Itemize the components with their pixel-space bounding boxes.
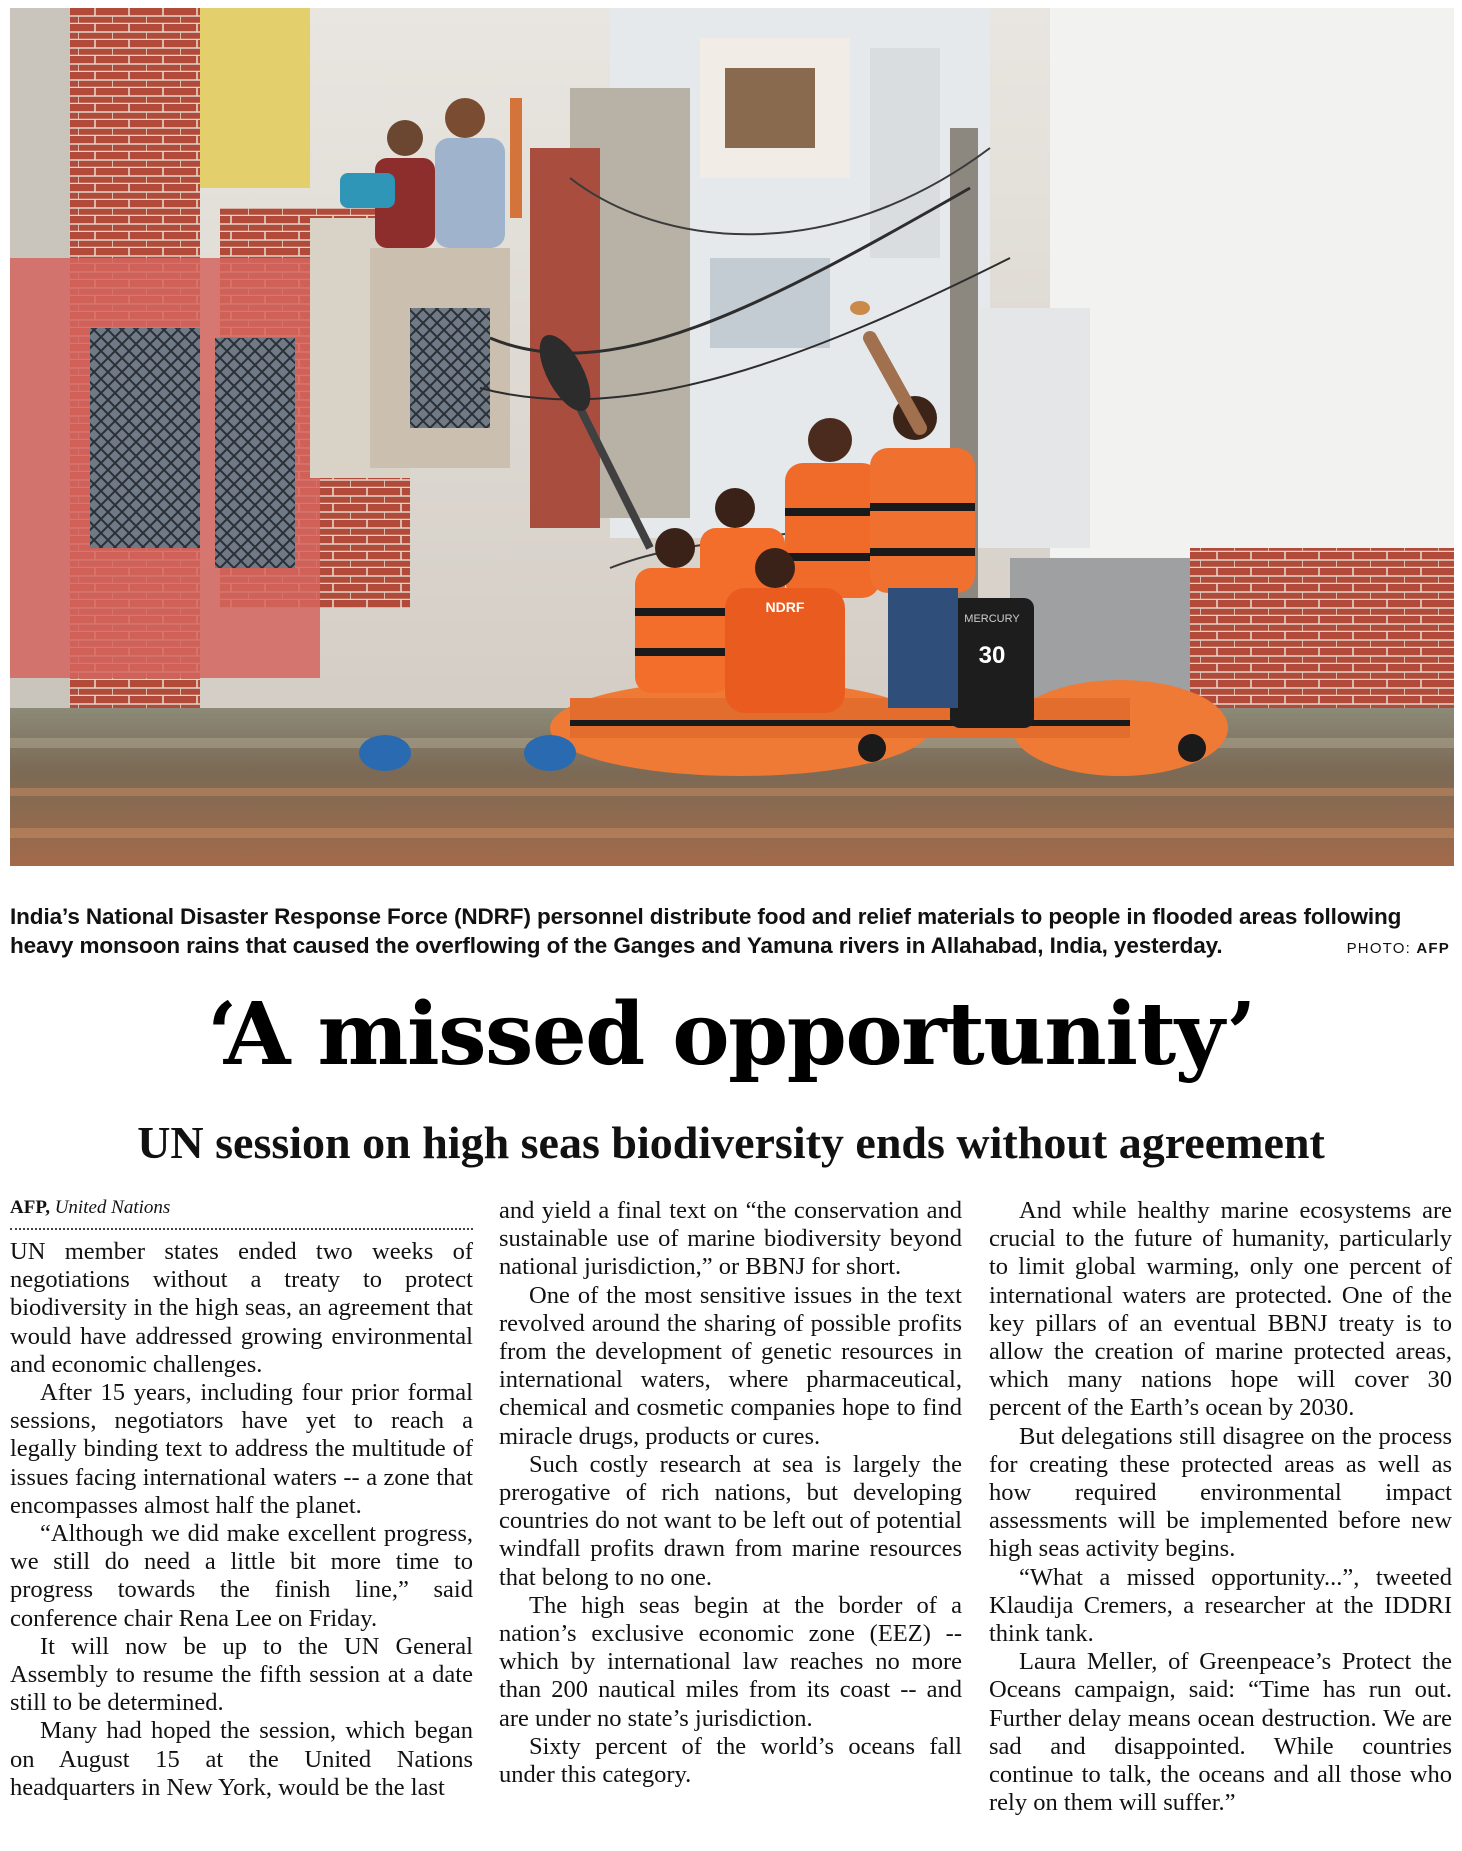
photo-credit-prefix: PHOTO: xyxy=(1346,940,1412,957)
headline: ‘A missed opportunity’ xyxy=(207,984,1255,1085)
flood-scene-illustration xyxy=(10,8,1454,866)
paragraph: Many had hoped the session, which began on August 15 at the United Nations headquarters in New York, would be the last xyxy=(10,1717,473,1801)
paragraph: “Although we did make excellent progress, we still do need a little bit more time to progress towards the finish line,” said conference chair Rena Lee on Friday. xyxy=(10,1520,473,1632)
dateline-agency: AFP, xyxy=(10,1197,50,1218)
paragraph: The high seas begin at the border of a nation’s exclusive economic zone (EEZ) -- which by international law reaches no more than 200 nautical miles from its coast -- and are under no state’s jurisdiction. xyxy=(499,1591,962,1732)
motor-brand: MERCURY xyxy=(964,613,1020,625)
ndrf-marking: NDRF xyxy=(765,599,805,615)
dateline-location: United Nations xyxy=(54,1197,171,1218)
article-column-2 xyxy=(499,1197,962,1789)
paragraph: Sixty percent of the world’s oceans fall under this category. xyxy=(499,1732,962,1789)
paragraph: UN member states ended two weeks of negotiations without a treaty to protect biodiversity in the high seas, an agreement that would have addressed growing environmental and economic challenges. xyxy=(10,1238,473,1378)
dotted-divider xyxy=(10,1228,473,1230)
paragraph: After 15 years, including four prior formal sessions, negotiators have yet to reach a legally binding text to address the multitude of issues facing international waters -- a zone that encompasses almost half the planet. xyxy=(10,1379,473,1519)
motor-label: 30 xyxy=(978,642,1006,669)
paragraph: It will now be up to the UN General Assembly to resume the fifth session at a date still to be determined. xyxy=(10,1632,473,1717)
photo-credit xyxy=(1347,940,1450,957)
dateline xyxy=(10,1196,473,1220)
subheadline: UN session on high seas biodiversity ends without agreement xyxy=(137,1117,1325,1168)
paragraph: One of the most sensitive issues in the text revolved around the sharing of possible profits from the development of genetic resources in international waters, where pharmaceutical, chemical and cosmetic companies hope to find miracle drugs, products or cures. xyxy=(499,1281,962,1450)
article-column-3 xyxy=(989,1197,1452,1817)
paragraph: But delegations still disagree on the process for creating these protected areas as well as how required environmental impact assessments will be implemented before new high seas activity begins. xyxy=(989,1422,1452,1563)
paragraph: Laura Meller, of Greenpeace’s Protect the Oceans campaign, said: “Time has run out. Further delay means ocean destruction. We are sad and disappointed. While countries continue to talk, the oceans and all those who rely on them will suffer.” xyxy=(989,1648,1452,1817)
news-photo xyxy=(10,8,1454,866)
paragraph: And while healthy marine ecosystems are crucial to the future of humanity, particularly to limit global warming, only one percent of international waters are protected. One of the key pillars of an eventual BBNJ treaty is to allow the creation of marine protected areas, which many nations hope will cover 30 percent of the Earth’s ocean by 2030. xyxy=(989,1197,1452,1422)
paragraph: Such costly research at sea is largely the prerogative of rich nations, but developing countries do not want to be left out of potential windfall profits drawn from marine resources that belong to no one. xyxy=(499,1450,962,1591)
photo-credit-source: AFP xyxy=(1416,940,1450,957)
article-column-1 xyxy=(10,1196,473,1802)
paragraph: and yield a final text on “the conservation and sustainable use of marine biodiversity beyond national jurisdiction,” or BBNJ for short. xyxy=(499,1197,962,1281)
paragraph: “What a missed opportunity...”, tweeted Klaudija Cremers, a researcher at the IDDRI think tank. xyxy=(989,1563,1452,1648)
photo-caption: India’s National Disaster Response Force (NDRF) personnel distribute food and relief materials to people in flooded areas following heavy monsoon rains that caused the overflowing of the Ganges and Yamuna rivers in Allahabad, India, yesterday. xyxy=(10,904,1402,958)
